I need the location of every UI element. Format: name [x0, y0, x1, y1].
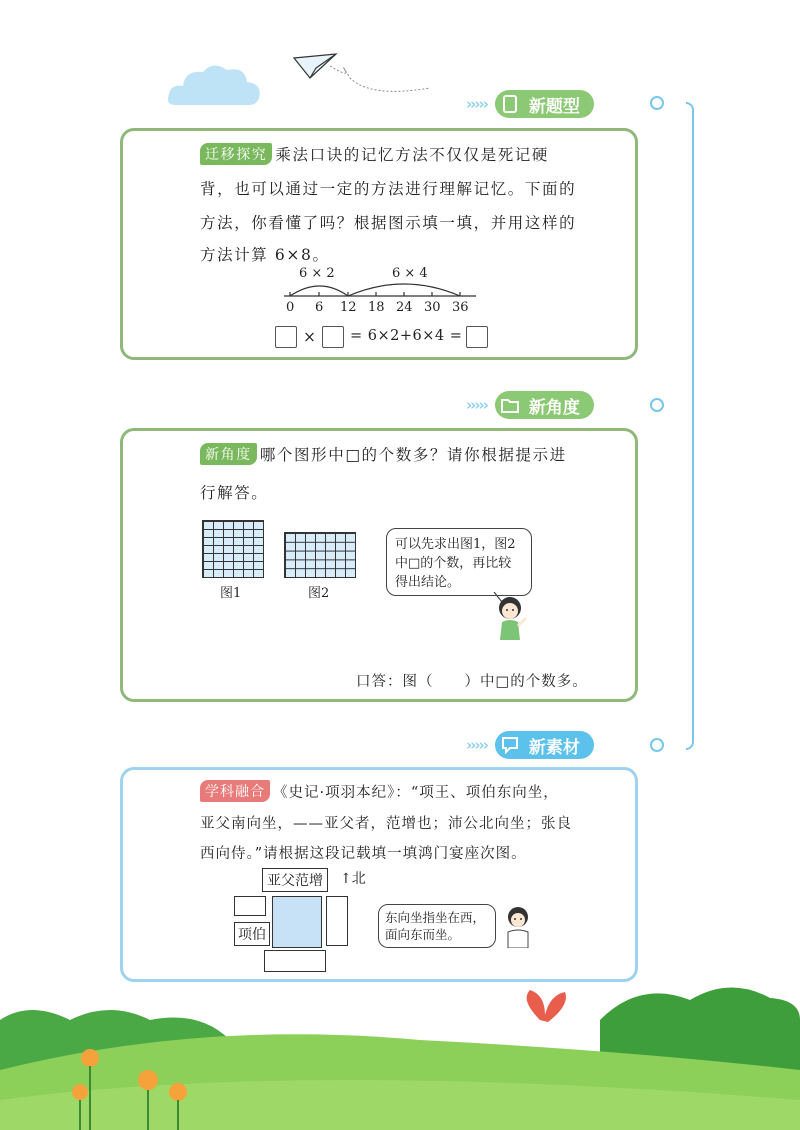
bubble-line: 可以先求出图1，图2 — [395, 537, 516, 552]
table-center — [272, 896, 322, 948]
cloud-decoration — [165, 60, 265, 110]
section-pill — [495, 731, 594, 759]
connector-dot — [650, 398, 664, 412]
equation-text: = 6×2+6×4 = — [350, 328, 463, 344]
figure-2-label: 图2 — [308, 586, 330, 601]
figure-1-grid — [202, 520, 264, 578]
figure-2-grid — [284, 532, 356, 578]
q3-line1 — [200, 780, 559, 802]
section-pill — [495, 90, 594, 118]
q3-line3: 西向侍。”请根据这段记载填一填鸿门宴座次图。 — [200, 846, 527, 862]
hint-bubble — [386, 528, 532, 596]
q2-answer: 口答：图（ ）中□的个数多。 — [356, 674, 588, 690]
q2-text-line1: 哪个图形中□的个数多？请你根据提示进 — [259, 446, 567, 464]
arc1-label: 6 × 2 — [299, 266, 335, 281]
tick-label: 12 — [340, 300, 357, 315]
bubble-line: 东向坐指坐在西， — [385, 910, 486, 925]
q1-text-line1: 乘法口诀的记忆方法不仅仅是死记硬 — [275, 146, 550, 164]
answer-box-2[interactable] — [322, 326, 344, 348]
section-pill — [495, 391, 594, 419]
section-title: 新题型 — [528, 96, 580, 117]
section-header-new-type — [466, 90, 594, 118]
tick-label: 24 — [396, 300, 413, 315]
question-box-2 — [120, 428, 638, 702]
q1-line4: 方法计算 6×8。 — [200, 246, 330, 264]
q3-line2: 亚父南向坐，——亚父者，范增也；沛公北向坐；张良 — [200, 816, 572, 832]
q3-text-line1: 《史记·项羽本纪》：“项王、项伯东向坐， — [273, 785, 559, 801]
section-title: 新角度 — [528, 397, 580, 418]
north-label: 北 — [351, 871, 366, 887]
figure-1-label: 图1 — [220, 586, 242, 601]
q1-line1 — [200, 143, 549, 165]
seat-bottom[interactable] — [264, 950, 326, 972]
answer-box-1[interactable] — [275, 326, 297, 348]
q1-tag: 迁移探究 — [200, 143, 272, 165]
section-header-new-material — [466, 731, 594, 759]
paper-plane-icon — [290, 48, 440, 108]
arc2-label: 6 × 4 — [392, 266, 428, 281]
q2-line1 — [200, 443, 567, 465]
seat-right[interactable] — [326, 896, 348, 946]
landscape-decoration — [0, 980, 800, 1130]
bubble-line: 得出结论。 — [395, 575, 461, 590]
north-arrow: ↑北 — [340, 871, 366, 887]
folder-icon — [501, 396, 519, 414]
tick-label: 18 — [368, 300, 385, 315]
section-connector — [686, 102, 694, 750]
tick-label: 30 — [424, 300, 441, 315]
tick-label: 0 — [286, 300, 295, 315]
chevrons-icon: ››››› — [466, 736, 487, 754]
boy-character-icon — [500, 904, 536, 948]
connector-dot — [650, 738, 664, 752]
bubble-line: 面向东而坐。 — [385, 927, 461, 942]
times-sign: × — [303, 328, 318, 346]
q2-line2: 行解答。 — [200, 484, 269, 502]
answer-box-3[interactable] — [466, 326, 488, 348]
chat-icon — [501, 736, 519, 754]
chevrons-icon: ››››› — [466, 396, 487, 414]
hint-bubble — [378, 904, 496, 948]
chevrons-icon: ››››› — [466, 95, 487, 113]
section-title: 新素材 — [528, 737, 580, 758]
tick-label: 6 — [315, 300, 324, 315]
tick-label: 36 — [452, 300, 469, 315]
connector-dot — [650, 96, 664, 110]
bubble-line: 中□的个数，再比较 — [395, 556, 512, 571]
q3-tag: 学科融合 — [200, 780, 270, 802]
notebook-icon — [501, 95, 519, 113]
q2-tag: 新角度 — [200, 443, 257, 465]
q1-line2: 背，也可以通过一定的方法进行理解记忆。下面的 — [200, 180, 577, 198]
seat-top: 亚父范增 — [262, 868, 328, 892]
seat-left-top[interactable] — [234, 896, 266, 916]
section-header-new-angle — [466, 391, 594, 419]
girl-character-icon — [488, 592, 538, 642]
q1-line3: 方法，你看懂了吗？根据图示填一填，并用这样的 — [200, 214, 577, 232]
seat-left-bottom: 项伯 — [234, 922, 270, 946]
